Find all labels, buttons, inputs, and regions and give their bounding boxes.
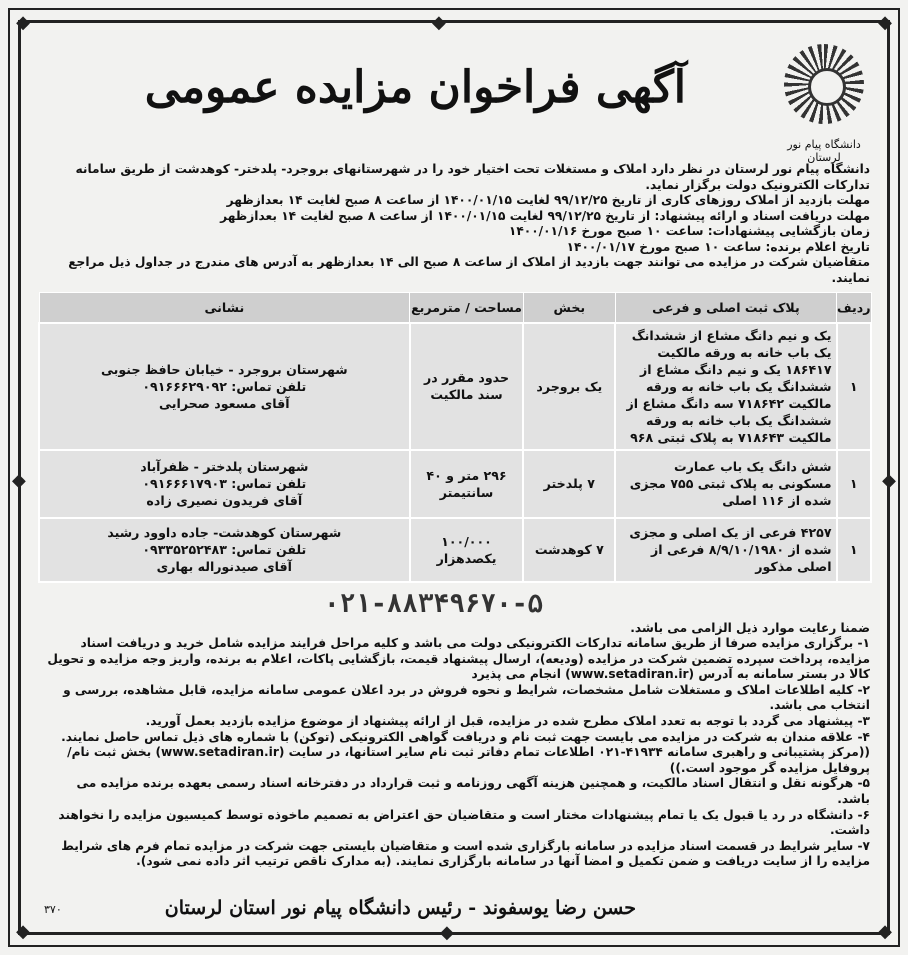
- university-emblem-icon: [784, 44, 864, 124]
- contact-phone: تلفن تماس: ۰۹۱۶۶۶۱۷۹۰۳: [142, 476, 307, 491]
- terms-item: ۵- هرگونه نقل و انتقال اسناد مالکیت، و همچنین هزینه آگهی روزنامه و ثبت قرارداد در دفترخانه اسناد رسمی بعهده برنده مزایده می باشد.: [76, 776, 870, 807]
- header: [34, 34, 876, 162]
- area: ۱۰۰/۰۰۰ یکصدهزار: [410, 518, 524, 582]
- plate-description: یک و نیم دانگ مشاع از ششدانگ یک باب خانه به ورقه مالکیت ۱۸۶۴۱۷ یک و نیم دانگ مشاع از ششدانگ یک باب خانه به ورقه مالکیت ۷۱۸۶۴۲ سه دانگ مشاع از ششدانگ یک باب خانه به ورقه مالکیت ۷۱۸۶۴۳ به پلاک ثبتی ۹۶۸: [615, 323, 836, 450]
- section: یک بروجرد: [523, 323, 615, 450]
- row-number: ۱: [837, 518, 871, 582]
- table-row: [39, 450, 871, 518]
- border-ornament-icon: ◆: [432, 12, 446, 33]
- table-row: [39, 323, 871, 450]
- plate-description: ۴۲۵۷ فرعی از یک اصلی و مجزی شده از ۸/۹/۱۰/۱۹۸۰ فرعی از اصلی مذکور: [615, 518, 836, 582]
- contact-phone: تلفن تماس: ۰۹۳۳۵۲۵۲۴۸۳: [142, 542, 307, 557]
- intro-line: مهلت دریافت اسناد و ارائه پیشنهاد: از تاریخ ۹۹/۱۲/۲۵ لغایت ۱۴۰۰/۰۱/۱۵ از ساعت ۸ صبح لغایت ۱۴ بعدازظهر: [220, 208, 870, 223]
- area: حدود مقرر در سند مالکیت: [410, 323, 524, 450]
- intro-line: متقاضیان شرکت در مزایده می توانند جهت بازدید از املاک از ساعت ۸ صبح الی ۱۴ بعدازظهر به آدرس های مندرج در جداول ذیل مراجع نمایند.: [68, 255, 870, 285]
- row-number: ۱: [837, 323, 871, 450]
- contact-person: آقای مسعود صحرایی: [159, 395, 290, 411]
- plate-description: شش دانگ یک باب عمارت مسکونی به پلاک ثبتی ۷۵۵ مجزی شده از ۱۱۶ اصلی: [615, 450, 836, 518]
- address: [39, 450, 410, 518]
- logo: [776, 44, 872, 164]
- corner-ornament-icon: ◆: [878, 921, 892, 942]
- terms-item: ۷- سایر شرایط در قسمت اسناد مزایده در سامانه بارگزاری شده است و متقاضیان بایستی جهت شرکت در مزایده تمام فرم های شرایط مزایده را از سایت دریافت و ضمن تکمیل و امضا آنها در سامانه بارگزاری نمایند. (به مدارک ناقص ترتیب اثر داده نمی شود).: [61, 838, 870, 869]
- terms-item: ۴- علاقه مندان به شرکت در مزایده می بایست جهت ثبت نام و دریافت گواهی الکترونیکی (توکن) با شماره های ذیل تماس حاصل نمایند.: [61, 729, 870, 744]
- row-number: ۱: [837, 450, 871, 518]
- border-ornament-icon: ◆: [12, 470, 26, 491]
- contact-phone: تلفن تماس: ۰۹۱۶۶۶۲۹۰۹۲: [142, 378, 307, 394]
- address-line: شهرستان پلدختر - ظفرآباد: [140, 459, 309, 474]
- column-header: ردیف: [837, 293, 871, 323]
- section: ۷ کوهدشت: [523, 518, 615, 582]
- watermark-phone: [34, 589, 876, 619]
- intro-line: زمان بازگشایی پیشنهادات: ساعت ۱۰ صبح مورخ ۱۴۰۰/۰۱/۱۶: [508, 224, 870, 238]
- contact-person: آقای فریدون نصیری زاده: [146, 493, 303, 508]
- intro-line: تاریخ اعلام برنده: ساعت ۱۰ صبح مورخ ۱۴۰۰/۰۱/۱۷: [566, 239, 870, 254]
- intro-line: مهلت بازدید از املاک روزهای کاری از تاریخ ۹۹/۱۲/۲۵ لغایت ۱۴۰۰/۰۱/۱۵ از ساعت ۸ صبح لغایت ۱۴ بعدازظهر: [226, 193, 870, 207]
- phone-number: ۰۲۱-۸۸۳۴۹۶۷۰-۵: [324, 588, 544, 619]
- logo-caption: دانشگاه پیام نور لرستان: [787, 138, 861, 164]
- terms-item: ۳- پیشنهاد می گردد با توجه به تعدد املاک مطرح شده در مزایده، قبل از ارائه پیشنهاد از موضوع مزایده بازدید بعمل آورید.: [145, 714, 870, 729]
- column-header: بخش: [523, 293, 615, 323]
- table-row: [39, 518, 871, 582]
- address-line: شهرستان کوهدشت- جاده داوود رشید: [107, 525, 342, 540]
- section: ۷ پلدختر: [523, 450, 615, 518]
- address-line: شهرستان بروجرد - خیابان حافظ جنوبی: [100, 361, 348, 377]
- page-number: ۳۷۰: [44, 903, 62, 916]
- terms-item: ضمنا رعایت موارد ذیل الزامی می باشد.: [630, 620, 870, 635]
- contact-person: آقای صیدنوراله بهاری: [156, 559, 292, 574]
- border-ornament-icon: ◆: [440, 922, 454, 943]
- signature-line: حسن رضا یوسفوند - رئیس دانشگاه پیام نور استان لرستان: [164, 897, 636, 919]
- column-header: مساحت / مترمربع: [410, 293, 524, 323]
- table-header-row: [39, 293, 871, 323]
- terms-item: ۲- کلیه اطلاعات املاک و مستغلات شامل مشخصات، شرایط و نحوه فروش در برد اعلان عمومی سامانه مزایده، قابل مشاهده، بررسی و انتخاب می باشد.: [63, 682, 870, 713]
- footer: [34, 895, 876, 925]
- address: [39, 518, 410, 582]
- intro-line: دانشگاه پیام نور لرستان در نظر دارد املاک و مستغلات تحت اختیار خود را در شهرستانهای بروجرد- پلدختر- کوهدشت از طریق سامانه تدارکات الکترونیک دولت برگزار نماید.: [75, 162, 870, 192]
- corner-ornament-icon: ◆: [16, 921, 30, 942]
- terms-list: [34, 619, 876, 871]
- corner-ornament-icon: ◆: [16, 12, 30, 33]
- column-header: نشانی: [39, 293, 410, 323]
- terms-item: ۱- برگزاری مزایده صرفا از طریق سامانه تدارکات الکترونیکی دولت می باشد و کلیه مراحل فرایند مزایده شامل خرید و دریافت اسناد مزایده، پرداخت سپرده تضمین شرکت در مزایده (ودیعه)، ارسال پیشنهاد قیمت، بازگشایی پاکات، اعلام به برنده، واریز وجه مزایده و تحویل کالا در بستر سامانه به آدرس (www.setadiran.ir) انجام می پذیرد: [47, 636, 870, 682]
- area: ۲۹۶ متر و ۴۰ سانتیمتر: [410, 450, 524, 518]
- corner-ornament-icon: ◆: [878, 12, 892, 33]
- announcement: [34, 34, 876, 929]
- page-title: آگهی فراخوان مزایده عمومی: [144, 62, 686, 113]
- address: [39, 323, 410, 450]
- column-header: پلاک ثبت اصلی و فرعی: [615, 293, 836, 323]
- terms-item: ((مرکز پشتیبانی و راهبری سامانه ۴۱۹۳۴-۰۲۱ اطلاعات تمام دفاتر ثبت نام سایر استانها، در سایت (www.setadiran.ir) بخش ثبت نام/ پروفایل مزایده گر موجود است.)): [67, 745, 870, 775]
- properties-table: [38, 292, 872, 583]
- terms-item: ۶- دانشگاه در رد یا قبول یک یا تمام پیشنهادات مختار است و متقاضیان حق اعتراض به تصمیم ماخوذه توسط کمیسیون مزایده را نخواهند داشت.: [58, 807, 870, 838]
- border-ornament-icon: ◆: [882, 470, 896, 491]
- intro-text: [34, 162, 876, 286]
